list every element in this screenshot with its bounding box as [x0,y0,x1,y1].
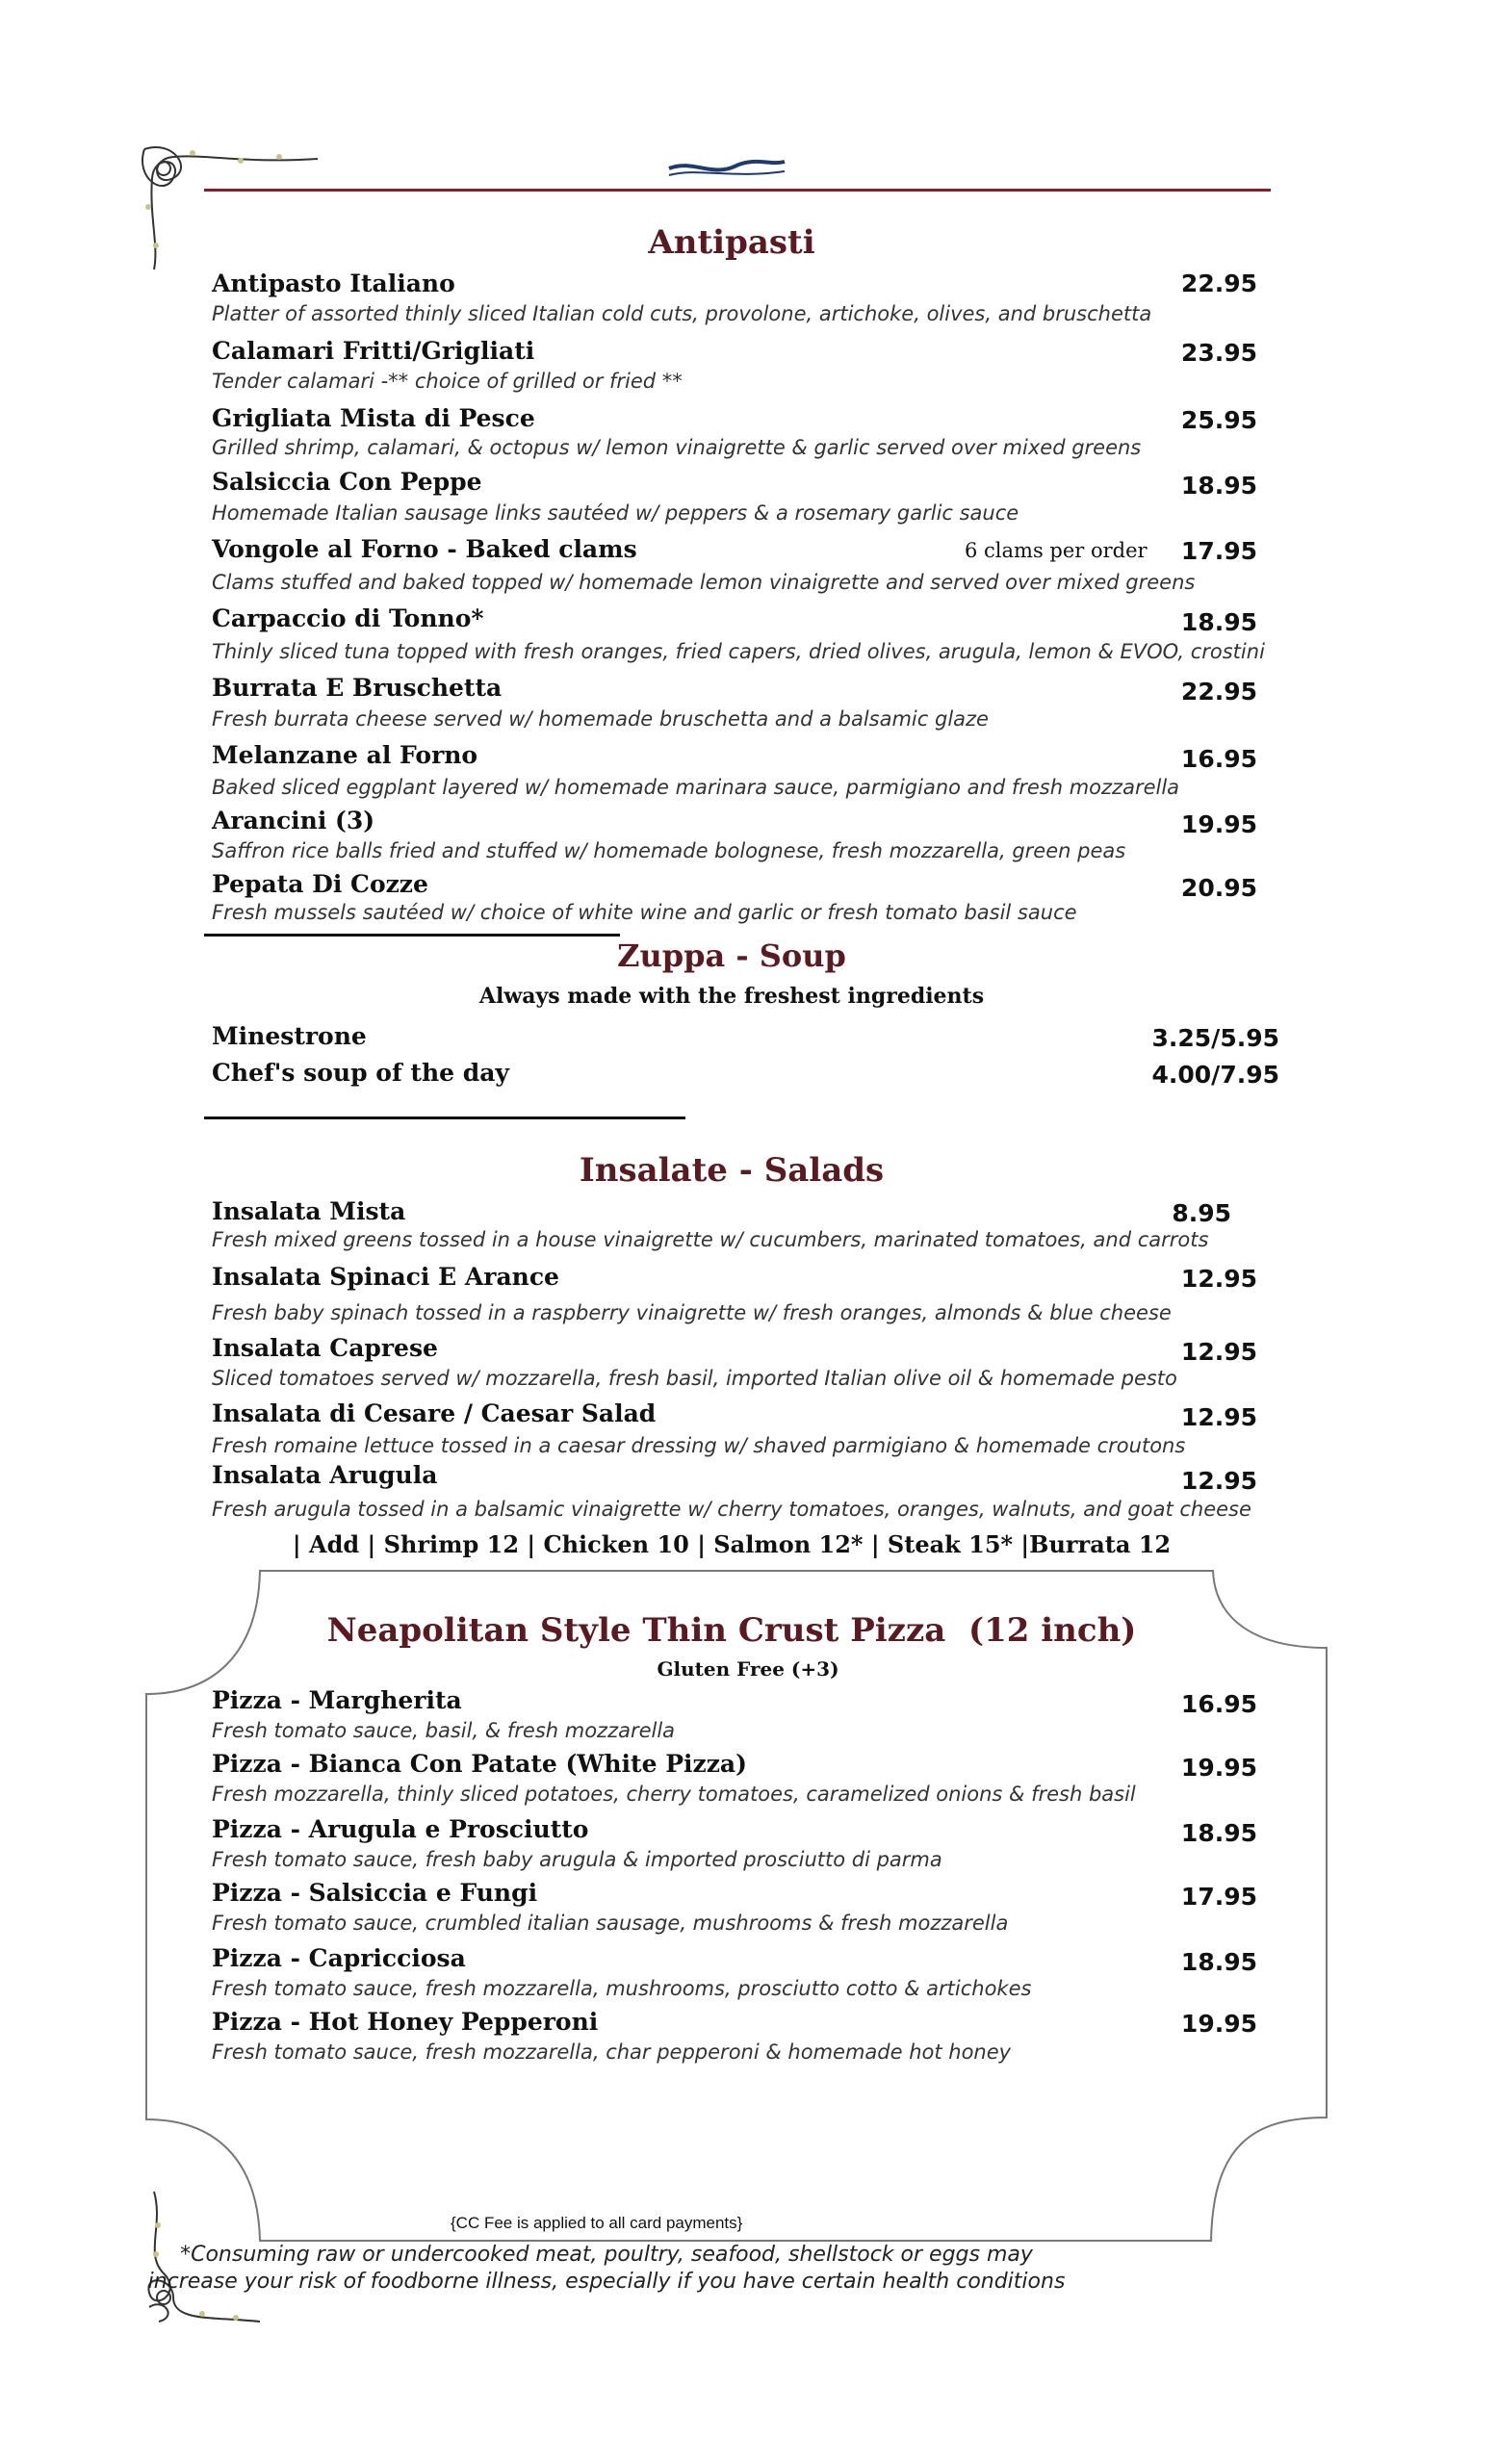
item-name: Insalata di Cesare / Caesar Salad [212,1399,657,1427]
item-name: Grigliata Mista di Pesce [212,404,535,432]
pizza-title: Neapolitan Style Thin Crust Pizza (12 inch) [326,1611,1137,1650]
item-price: 20.95 [1180,874,1257,902]
item-price: 19.95 [1180,2010,1257,2038]
item-price: 18.95 [1180,472,1257,500]
item-description: Fresh tomato sauce, fresh mozzarella, mushrooms, prosciutto cotto & artichokes [212,1977,1032,2000]
item-price: 17.95 [1180,1883,1257,1911]
item-name: Calamari Fritti/Grigliati [212,337,535,365]
item-name: Pizza - Salsiccia e Fungi [212,1879,538,1907]
item-price: 25.95 [1180,406,1257,434]
item-description: Platter of assorted thinly sliced Italian cold cuts, provolone, artichoke, olives, and bruschetta [212,302,1152,325]
item-description: Grilled shrimp, calamari, & octopus w/ lemon vinaigrette & garlic served over mixed greens [212,436,1142,459]
item-price: 19.95 [1180,810,1257,838]
item-price: 16.95 [1180,745,1257,773]
item-price: 12.95 [1180,1403,1257,1431]
item-name: Insalata Spinaci E Arance [212,1263,559,1291]
item-description: Fresh tomato sauce, crumbled italian sausage, mushrooms & fresh mozzarella [212,1912,1009,1935]
item-price: 4.00/7.95 [1151,1061,1279,1089]
cc-fee-note: {CC Fee is applied to all card payments} [451,2214,743,2232]
item-price: 3.25/5.95 [1151,1024,1279,1052]
top-divider-rule [204,189,1271,192]
item-price: 8.95 [1172,1199,1231,1227]
item-price: 22.95 [1180,270,1257,297]
item-price: 17.95 [1180,537,1257,565]
item-price: 19.95 [1180,1754,1257,1782]
soup-subtitle: Always made with the freshest ingredients [478,984,985,1009]
item-name: Burrata E Bruschetta [212,674,503,702]
food-warning-line2: increase your risk of foodborne illness, especially if you have certain health conditions [147,2270,1066,2294]
item-price: 12.95 [1180,1265,1257,1293]
item-price: 22.95 [1180,678,1257,706]
item-price: 12.95 [1180,1338,1257,1366]
item-price: 18.95 [1180,1948,1257,1976]
item-description: Fresh tomato sauce, basil, & fresh mozzarella [212,1719,676,1742]
item-description: Thinly sliced tuna topped with fresh oranges, fried capers, dried olives, arugula, lemon & EVOO, crostini [212,640,1265,663]
item-price: 12.95 [1180,1467,1257,1495]
item-name: Pizza - Capricciosa [212,1944,466,1972]
soup-divider [204,1116,685,1119]
salads-title: Insalate - Salads [579,1151,885,1190]
antipasti-title: Antipasti [648,223,815,262]
item-description: Fresh arugula tossed in a balsamic vinaigrette w/ cherry tomatoes, oranges, walnuts, and goat cheese [212,1498,1251,1521]
item-description: Fresh mussels sautéed w/ choice of white wine and garlic or fresh tomato basil sauce [212,901,1077,924]
item-name: Melanzane al Forno [212,741,478,769]
item-name: Pizza - Hot Honey Pepperoni [212,2008,599,2036]
item-description: Saffron rice balls fried and stuffed w/ homemade bolognese, fresh mozzarella, green peas [212,839,1126,862]
item-description: Fresh tomato sauce, fresh mozzarella, char pepperoni & homemade hot honey [212,2040,1012,2064]
wave-ornament [664,154,789,183]
item-price: 23.95 [1180,339,1257,367]
item-description: Sliced tomatoes served w/ mozzarella, fresh basil, imported Italian olive oil & homemade pesto [212,1367,1177,1390]
item-name: Minestrone [212,1022,367,1050]
item-note: 6 clams per order [965,539,1148,562]
item-name: Salsiccia Con Peppe [212,468,482,496]
item-name: Antipasto Italiano [212,270,455,297]
item-name: Pizza - Margherita [212,1686,462,1714]
item-name: Chef's soup of the day [212,1059,509,1087]
item-description: Homemade Italian sausage links sautéed w/ peppers & a rosemary garlic sauce [212,501,1019,525]
item-description: Clams stuffed and baked topped w/ homemade lemon vinaigrette and served over mixed greens [212,571,1196,594]
item-name: Arancini (3) [212,807,375,834]
item-name: Insalata Mista [212,1197,406,1225]
item-description: Tender calamari -** choice of grilled or fried ** [212,370,683,393]
food-warning-line1: *Consuming raw or undercooked meat, poultry, seafood, shellstock or eggs may [180,2243,1033,2267]
pizza-subtitle: Gluten Free (+3) [657,1657,839,1681]
item-description: Fresh baby spinach tossed in a raspberry vinaigrette w/ fresh oranges, almonds & blue cheese [212,1301,1172,1324]
item-name: Carpaccio di Tonno* [212,604,484,632]
item-name: Pizza - Bianca Con Patate (White Pizza) [212,1750,747,1778]
item-description: Fresh romaine lettuce tossed in a caesar dressing w/ shaved parmigiano & homemade croutons [212,1434,1186,1457]
item-name: Insalata Caprese [212,1334,438,1362]
item-description: Fresh burrata cheese served w/ homemade bruschetta and a balsamic glaze [212,707,989,731]
item-price: 18.95 [1180,608,1257,636]
item-price: 18.95 [1180,1819,1257,1847]
item-description: Fresh mozzarella, thinly sliced potatoes, cherry tomatoes, caramelized onions & fresh basil [212,1783,1136,1806]
salad-addons: | Add | Shrimp 12 | Chicken 10 | Salmon 12* | Steak 15* |Burrata 12 [292,1530,1172,1558]
item-description: Baked sliced eggplant layered w/ homemade marinara sauce, parmigiano and fresh mozzarella [212,776,1180,799]
item-name: Insalata Arugula [212,1461,438,1489]
soup-title: Zuppa - Soup [617,937,846,974]
item-description: Fresh tomato sauce, fresh baby arugula & imported prosciutto di parma [212,1848,942,1871]
antipasti-divider [204,934,620,937]
item-name: Pepata Di Cozze [212,870,428,898]
item-price: 16.95 [1180,1690,1257,1718]
item-name: Vongole al Forno - Baked clams [212,535,637,563]
item-name: Pizza - Arugula e Prosciutto [212,1815,589,1843]
item-description: Fresh mixed greens tossed in a house vinaigrette w/ cucumbers, marinated tomatoes, and carrots [212,1228,1209,1251]
